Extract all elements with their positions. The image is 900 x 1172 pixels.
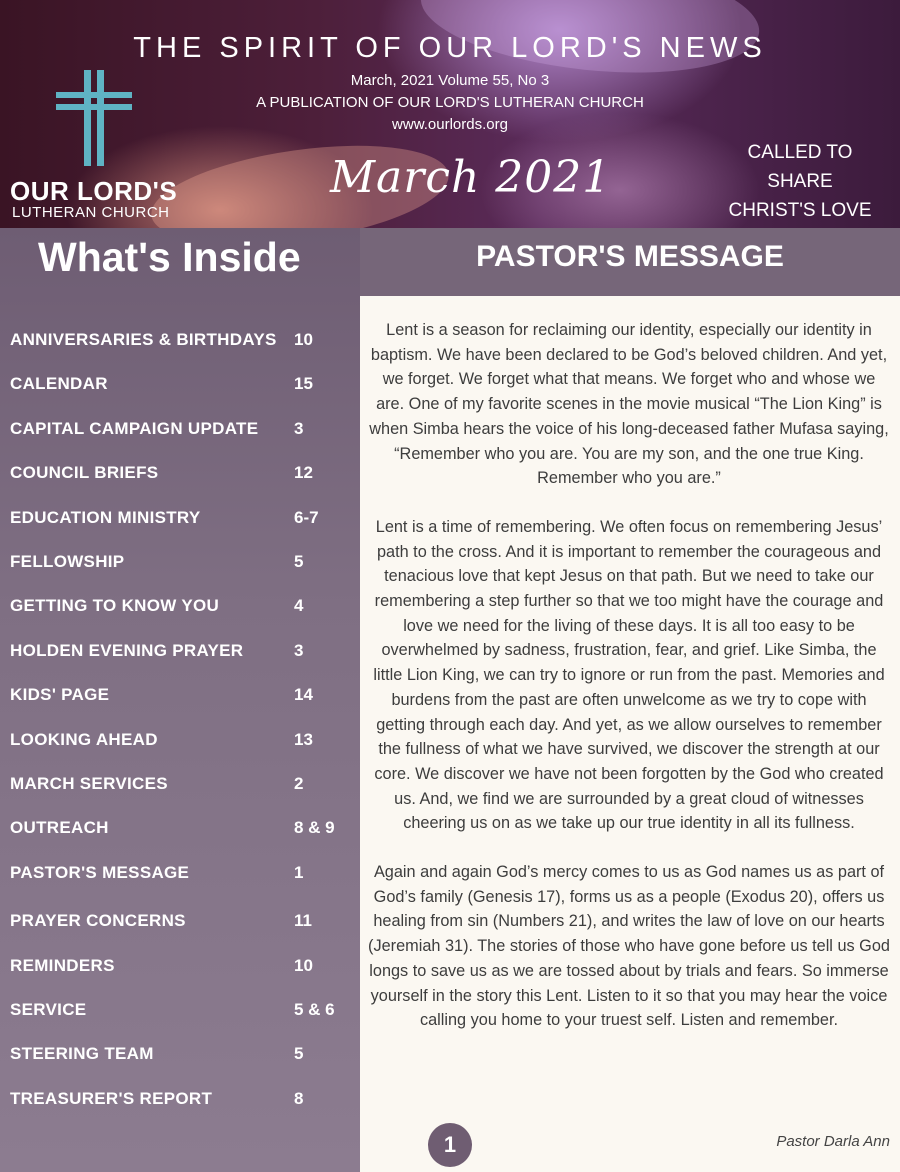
toc-item[interactable] xyxy=(0,730,360,760)
toc-item-label: KIDS' PAGE xyxy=(10,685,110,704)
toc-item[interactable] xyxy=(0,774,360,804)
toc-item[interactable] xyxy=(0,685,360,715)
pastors-message-body xyxy=(367,318,891,1057)
toc-item-page: 15 xyxy=(294,374,313,393)
toc-item[interactable] xyxy=(0,641,360,671)
toc-item-page: 14 xyxy=(294,685,313,704)
toc-item[interactable] xyxy=(0,956,360,986)
toc-item-label: REMINDERS xyxy=(10,956,115,975)
tagline-line: CHRIST'S LOVE xyxy=(728,200,872,221)
toc-item-label: COUNCIL BRIEFS xyxy=(10,463,159,482)
toc-item[interactable] xyxy=(0,419,360,449)
toc-item-label: PASTOR'S MESSAGE xyxy=(10,863,190,882)
masthead-banner xyxy=(0,0,900,228)
toc-item[interactable] xyxy=(0,1044,360,1074)
tagline-line: CALLED TO SHARE xyxy=(747,142,853,192)
toc-item-label: CAPITAL CAMPAIGN UPDATE xyxy=(10,419,259,438)
publication-line: A PUBLICATION OF OUR LORD'S LUTHERAN CHURCH xyxy=(256,94,644,111)
toc-item[interactable] xyxy=(0,1089,360,1119)
toc-item[interactable] xyxy=(0,374,360,404)
toc-item-page: 10 xyxy=(294,956,313,975)
toc-item-page: 3 xyxy=(294,641,304,660)
toc-item[interactable] xyxy=(0,863,360,893)
toc-item-page: 2 xyxy=(294,774,304,793)
toc-item[interactable] xyxy=(0,508,360,538)
message-paragraph: Lent is a time of remembering. We often focus on remembering Jesus’ path to the cross. And it is important to remember the courageous and tenacious love that kept Jesus on that path. But we need to take our remembering a step further so that we too might have the courage and love we need for the living of these days. It is all too easy to be overwhelmed by sadness, frustration, fear, and grief. Like Simba, the little Lion King, we can try to ignore or run from the past. Memories and burdens from the past are often unwelcome as we try to cope with getting through each day. And yet, as we allow ourselves to remember the fullness of what we have survived, we discover the strength at our core. We discover we have not been forgotten by the God who created us. And, we find we are surrounded by a great cloud of witnesses cheering us on as we take up our true identity in all its fullness. xyxy=(373,517,885,833)
toc-item[interactable] xyxy=(0,463,360,493)
toc-item-label: STEERING TEAM xyxy=(10,1044,154,1063)
toc-item-page: 12 xyxy=(294,463,313,482)
website-link[interactable]: www.ourlords.org xyxy=(392,116,508,133)
logo-church-name: OUR LORD'S xyxy=(10,176,178,206)
toc-item-label: GETTING TO KNOW YOU xyxy=(10,596,220,615)
message-paragraph: Again and again God’s mercy comes to us as God names us as part of God’s family (Genesis 17), forms us as a people (Exodus 20), offers us healing from sin (Numbers 21), and writes the law of love on our hearts (Jeremiah 31). The stories of those who have gone before us tell us God longs to save us as we are tossed about by trials and fears. So immerse yourself in the story this Lent. Listen to it so that you may hear the voice calling you home to your truest self. Listen and remember. xyxy=(368,863,890,1030)
toc-item[interactable] xyxy=(0,1000,360,1030)
toc-item-label: HOLDEN EVENING PRAYER xyxy=(10,641,244,660)
toc-item-page: 5 xyxy=(294,552,304,571)
toc-item-label: EDUCATION MINISTRY xyxy=(10,508,201,527)
toc-item[interactable] xyxy=(0,818,360,848)
toc-item-page: 1 xyxy=(294,863,304,882)
toc-item-label: OUTREACH xyxy=(10,818,109,837)
toc-item-label: MARCH SERVICES xyxy=(10,774,168,793)
toc-item-page: 6-7 xyxy=(294,508,319,527)
pastors-message-header xyxy=(360,228,900,296)
toc-item-page: 8 xyxy=(294,1089,304,1108)
issue-info: March, 2021 Volume 55, No 3 xyxy=(350,72,550,89)
toc-item-label: PRAYER CONCERNS xyxy=(10,911,186,930)
toc-item[interactable] xyxy=(0,911,360,941)
section-title: PASTOR'S MESSAGE xyxy=(476,240,784,273)
toc-item[interactable] xyxy=(0,330,360,360)
page-number-badge: 1 xyxy=(428,1123,472,1167)
toc-item[interactable] xyxy=(0,596,360,626)
pastor-signature: Pastor Darla Ann xyxy=(776,1133,890,1150)
toc-item-label: CALENDAR xyxy=(10,374,108,393)
sidebar-title: What's Inside xyxy=(38,234,301,280)
toc-item-label: SERVICE xyxy=(10,1000,87,1019)
toc-item-page: 10 xyxy=(294,330,313,349)
toc-item-label: FELLOWSHIP xyxy=(10,552,125,571)
toc-item-page: 11 xyxy=(294,911,312,930)
toc-item-page: 4 xyxy=(294,596,304,615)
newsletter-title: THE SPIRIT OF OUR LORD'S NEWS xyxy=(133,32,767,64)
whats-inside-sidebar xyxy=(0,228,360,1172)
message-paragraph: Lent is a season for reclaiming our identity, especially our identity in baptism. We have been declared to be God’s beloved children. And yet, we forget. We forget what that means. We forget who and whose we are. One of my favorite scenes in the movie musical “The Lion King” is when Simba hears the voice of his long-deceased father Mufasa saying, “Remember who you are. You are my son, and the one true King. Remember who you are.” xyxy=(369,321,889,488)
toc-item-page: 5 & 6 xyxy=(294,1000,335,1019)
month-script-title: March 2021 xyxy=(330,152,612,203)
toc-item-page: 5 xyxy=(294,1044,304,1063)
toc-item-label: LOOKING AHEAD xyxy=(10,730,158,749)
toc-item[interactable] xyxy=(0,552,360,582)
toc-item-page: 8 & 9 xyxy=(294,818,335,837)
toc-item-page: 3 xyxy=(294,419,304,438)
toc-item-page: 13 xyxy=(294,730,313,749)
toc-item-label: ANNIVERSARIES & BIRTHDAYS xyxy=(10,330,277,349)
toc-item-label: TREASURER'S REPORT xyxy=(10,1089,213,1108)
logo-church-subtitle: LUTHERAN CHURCH xyxy=(12,204,170,221)
